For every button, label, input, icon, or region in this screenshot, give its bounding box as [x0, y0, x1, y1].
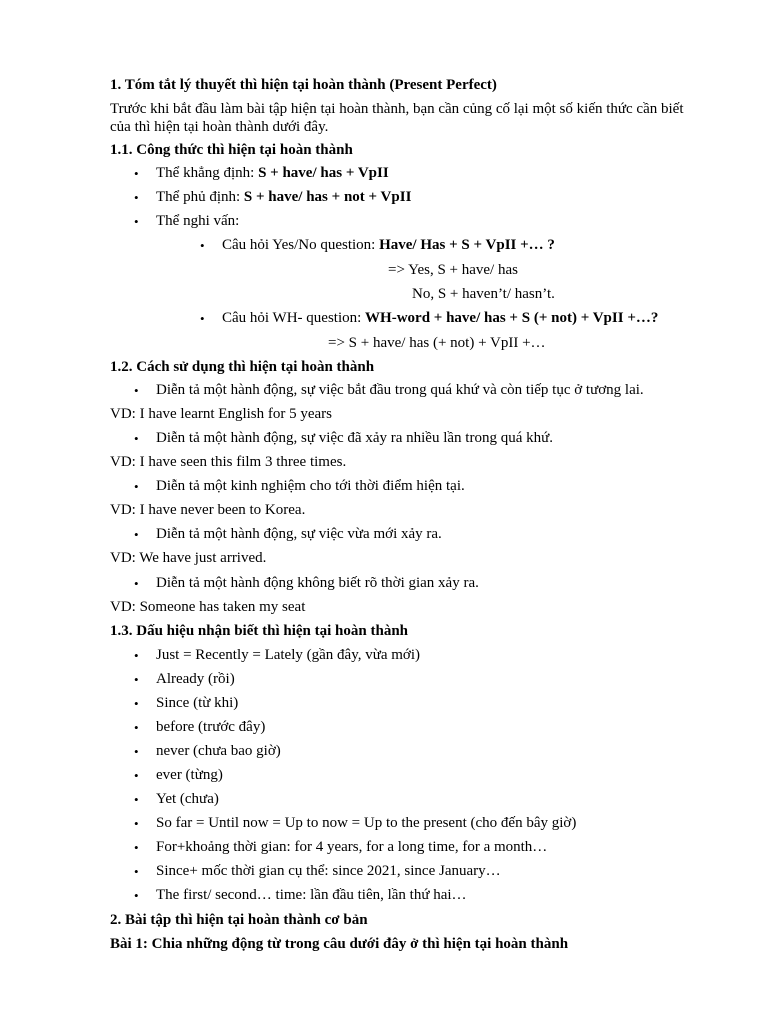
- heading-2: 2. Bài tập thì hiện tại hoàn thành cơ bản: [110, 912, 368, 928]
- usage-item: Diễn tả một hành động không biết rõ thời gian xảy ra.: [156, 575, 479, 591]
- wh-formula: WH-word + have/ has + S (+ not) + VpII +…?: [365, 310, 659, 326]
- exercise-1-title: Bài 1: Chia những động từ trong câu dưới đây ở thì hiện tại hoàn thành: [110, 936, 569, 952]
- bullet-icon: •: [134, 214, 139, 229]
- usage-item: Diễn tả một hành động, sự việc đã xảy ra nhiều lần trong quá khứ.: [156, 430, 553, 446]
- bullet-icon: •: [134, 479, 139, 494]
- affirmative-line: [156, 161, 389, 185]
- bullet-icon: •: [134, 672, 139, 687]
- signal-item: Yet (chưa): [156, 791, 219, 807]
- bullet-icon: •: [134, 720, 139, 735]
- usage-item: Diễn tả một hành động, sự việc vừa mới xảy ra.: [156, 526, 442, 542]
- affirmative-formula: S + have/ has + VpII: [258, 165, 389, 181]
- no-answer: No, S + haven’t/ hasn’t.: [412, 286, 555, 302]
- bullet-icon: •: [134, 816, 139, 831]
- signal-item: never (chưa bao giờ): [156, 743, 281, 759]
- bullet-icon: •: [134, 888, 139, 903]
- signal-item: Just = Recently = Lately (gần đây, vừa mới): [156, 647, 421, 663]
- bullet-icon: •: [134, 166, 139, 181]
- bullet-icon: •: [134, 527, 139, 542]
- bullet-icon: •: [134, 576, 139, 591]
- signal-item: Already (rồi): [156, 671, 235, 687]
- usage-example: VD: I have never been to Korea.: [110, 502, 306, 518]
- bullet-icon: •: [134, 768, 139, 783]
- bullet-icon: •: [134, 744, 139, 759]
- yes-no-question-line: [222, 233, 555, 257]
- bullet-icon: •: [134, 696, 139, 711]
- yes-no-formula: Have/ Has + S + VpII +… ?: [379, 237, 555, 253]
- section-1-3-title: 1.3. Dấu hiệu nhận biết thì hiện tại hoàn thành: [110, 623, 409, 639]
- negative-line: [156, 185, 411, 209]
- signal-item: Since (từ khi): [156, 695, 239, 711]
- signal-item: For+khoảng thời gian: for 4 years, for a long time, for a month…: [156, 839, 548, 855]
- negative-label: Thể phủ định:: [156, 189, 244, 205]
- signal-item: Since+ mốc thời gian cụ thể: since 2021, since January…: [156, 863, 501, 879]
- signal-item: ever (từng): [156, 767, 223, 783]
- usage-item: Diễn tả một kinh nghiệm cho tới thời điểm hiện tại.: [156, 478, 465, 494]
- bullet-icon: •: [200, 238, 205, 253]
- bullet-icon: •: [134, 648, 139, 663]
- bullet-icon: •: [134, 190, 139, 205]
- heading-1: 1. Tóm tắt lý thuyết thì hiện tại hoàn thành (Present Perfect): [110, 77, 497, 93]
- bullet-icon: •: [200, 311, 205, 326]
- section-1-1-title: 1.1. Công thức thì hiện tại hoàn thành: [110, 142, 353, 158]
- negative-formula: S + have/ has + not + VpII: [243, 189, 412, 205]
- usage-example: VD: We have just arrived.: [110, 550, 267, 566]
- usage-item: Diễn tả một hành động, sự việc bắt đầu trong quá khứ và còn tiếp tục ở tương lai.: [156, 382, 644, 398]
- usage-example: VD: I have seen this film 3 three times.: [110, 454, 347, 470]
- question-label: Thể nghi vấn:: [156, 213, 240, 229]
- signal-item: before (trước đây): [156, 719, 266, 735]
- bullet-icon: •: [134, 792, 139, 807]
- bullet-icon: •: [134, 383, 139, 398]
- wh-label: Câu hỏi WH- question:: [222, 310, 366, 326]
- bullet-icon: •: [134, 431, 139, 446]
- section-1-2-title: 1.2. Cách sử dụng thì hiện tại hoàn thành: [110, 359, 375, 375]
- intro-paragraph: Trước khi bắt đầu làm bài tập hiện tại hoàn thành, bạn cần củng cố lại một số kiến thức cần biết của thì hiện tại hoàn thành dưới đây.: [110, 101, 684, 135]
- affirmative-label: Thể khẳng định:: [156, 165, 259, 181]
- usage-example: VD: I have learnt English for 5 years: [110, 406, 333, 422]
- yes-no-label: Câu hỏi Yes/No question:: [222, 237, 380, 253]
- bullet-icon: •: [134, 864, 139, 879]
- wh-question-line: [222, 306, 658, 330]
- yes-answer: => Yes, S + have/ has: [388, 262, 518, 278]
- bullet-icon: •: [134, 840, 139, 855]
- signal-item: So far = Until now = Up to now = Up to the present (cho đến bây giờ): [156, 815, 577, 831]
- wh-answer: => S + have/ has (+ not) + VpII +…: [328, 335, 546, 351]
- usage-example: VD: Someone has taken my seat: [110, 599, 306, 615]
- signal-item: The first/ second… time: lần đầu tiên, lần thứ hai…: [156, 887, 467, 903]
